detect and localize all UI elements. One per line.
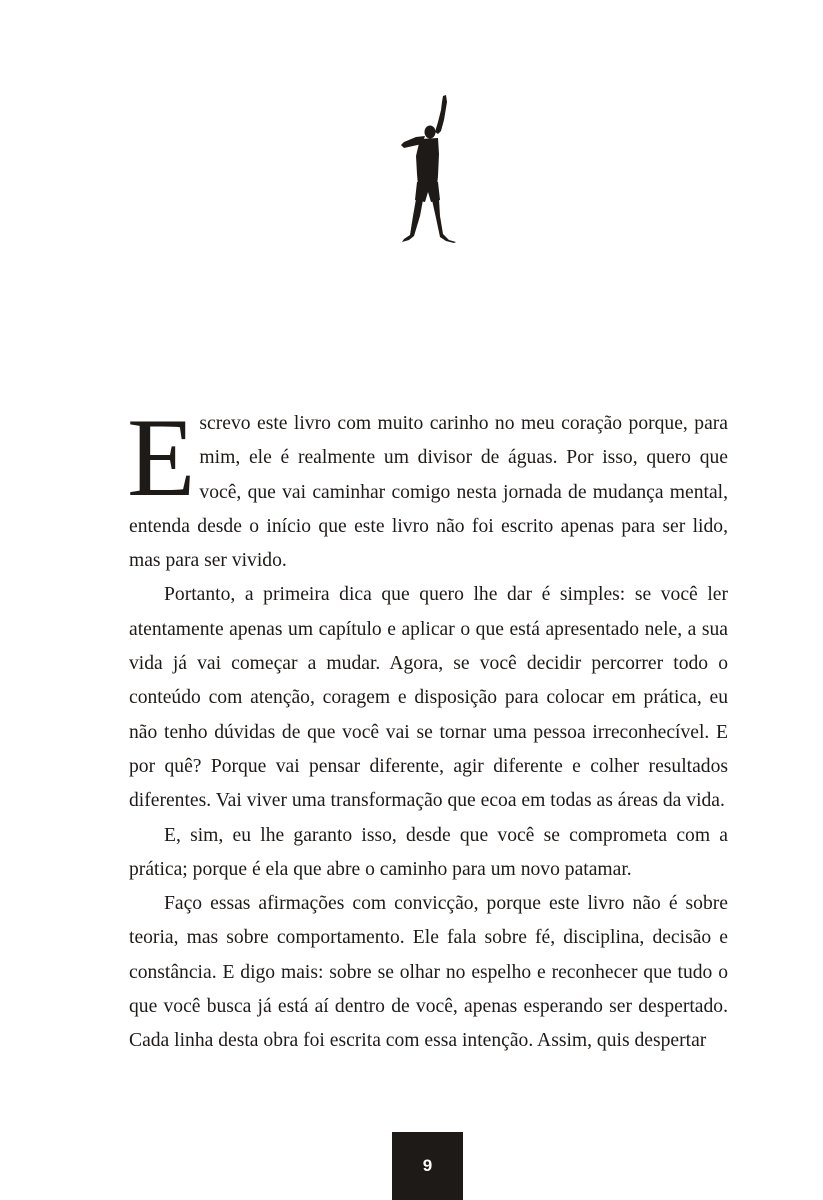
paragraph-3: E, sim, eu lhe garanto isso, desde que você se comprometa com a prática; porque é ela que abre o caminho para um novo patamar.: [129, 824, 728, 880]
paragraph-2: Portanto, a primeira dica que quero lhe dar é simples: se você ler atentamente apenas um capítulo e aplicar o que está apresentado nele, a sua vida já vai começar a mudar. Agora, se você decidir percorrer todo o conteúdo com atenção, coragem e disposição para colocar em prática, eu não tenho dúvidas de que você vai se tornar uma pessoa irreconhecível. E por quê? Porque vai pensar diferente, agir diferente e colher resultados diferentes. Vai viver uma transformação que ecoa em todas as áreas da vida.: [129, 584, 728, 812]
page-number: 9: [392, 1132, 463, 1200]
paragraph-1: [127, 396, 728, 578]
paragraph-4: Faço essas afirmações com convicção, porque este livro não é sobre teoria, mas sobre comportamento. Ele fala sobre fé, disciplina, decisão e constância. E digo mais: sobre se olhar no espelho e reconhecer que tudo o que você busca já está aí dentro de você, apenas esperando ser despertado. Cada linha desta obra foi escrita com essa intenção. Assim, quis despertar: [129, 893, 728, 1052]
body-text: [127, 396, 728, 1059]
drop-cap: E: [127, 396, 196, 520]
paragraph-1-text: screvo este livro com muito carinho no meu coração porque, para mim, ele é realmente um divisor de águas. Por isso, quero que você, que vai caminhar comigo nesta jornada de mudança mental, entenda desde o início que este livro não foi escrito apenas para ser lido, mas para ser vivido.: [129, 413, 728, 572]
person-silhouette-pointing-up-icon: [396, 94, 460, 244]
